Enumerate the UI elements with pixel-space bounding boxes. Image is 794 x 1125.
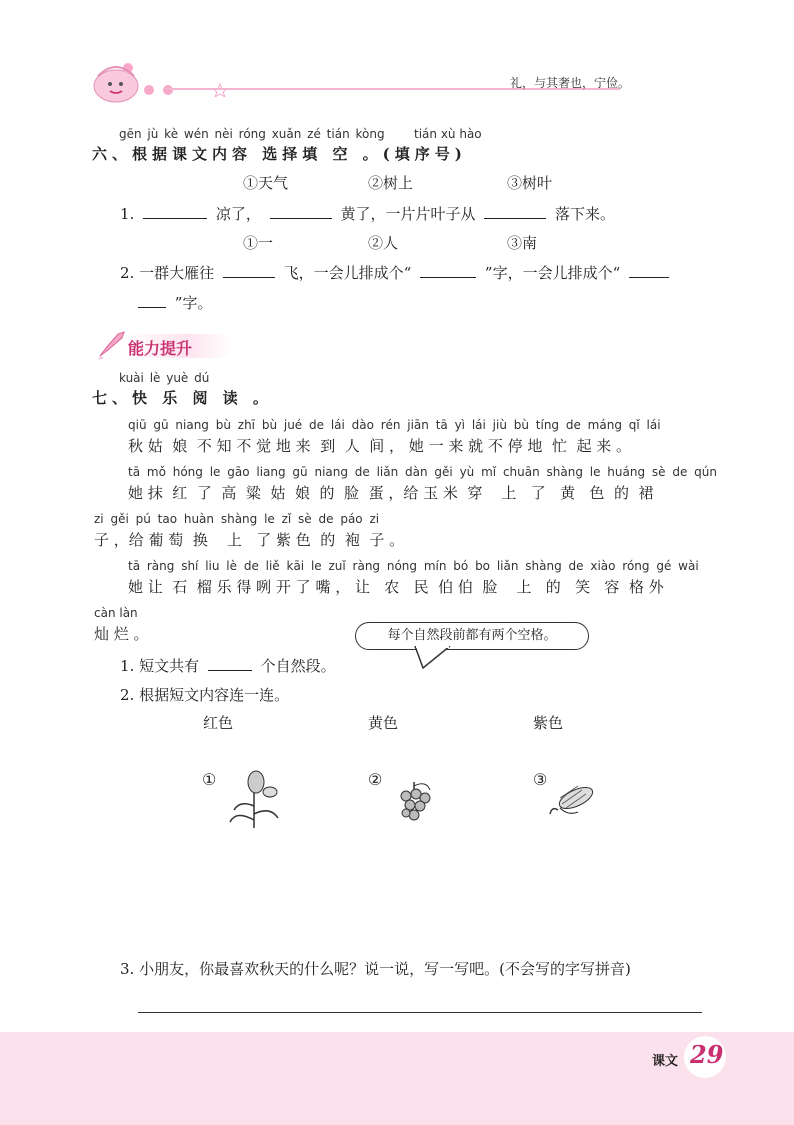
answer-line[interactable] [138, 1012, 702, 1013]
passage-line-2: 她 抹 红 了 高 粱 姑 娘 的 脸 蛋 ，给 玉 米 穿 上 了 黄 色 的 裙 [128, 484, 654, 502]
passage-line-4: 她 让 石 榴 乐 得 咧 开 了 嘴 ， 让 农 民 伯 伯 脸 上 的 笑 容 格 外 [128, 578, 664, 596]
passage-pinyin-1: qiū gū niang bù zhī bù jué de lái dào rén jiān tā yì lái jiù bù tíng de máng qǐ lái [128, 418, 661, 432]
color-label-red: 红色 [203, 714, 234, 732]
header-dots [143, 82, 233, 101]
option-1-1: ①天气 [243, 174, 289, 192]
answer-blank[interactable] [143, 204, 207, 219]
hint-bubble-tail [405, 646, 465, 670]
item-number-3: ③ [533, 770, 548, 789]
color-label-yellow: 黄色 [368, 714, 399, 732]
passage-line-3: 子 ，给 葡 萄 换 上 了 紫 色 的 袍 子 。 [94, 531, 405, 549]
header-decoration [88, 58, 148, 104]
footer-label: 课文 [652, 1054, 679, 1069]
section6-question-1: 1. 凉了， 黄了，一片片叶子从 落下来。 [120, 205, 616, 223]
option-2-3: ③南 [507, 234, 538, 252]
sorghum-plant-icon [226, 770, 282, 830]
ability-banner [96, 330, 236, 362]
item-number-1: ① [202, 770, 217, 789]
cartoon-girl-icon [88, 58, 148, 104]
section7-title: 七、快 乐 阅 读 。 [92, 389, 273, 407]
passage-line-1: 秋 姑 娘 不 知 不 觉 地 来 到 人 间 ， 她 一 来 就 不 停 地 忙 起 来 。 [128, 437, 632, 455]
passage-pinyin-5: càn làn [94, 606, 138, 620]
passage-pinyin-4: tā ràng shí liu lè de liě kāi le zuǐ ràng nóng mín bó bo liǎn shàng de xiào róng gé wài [128, 559, 699, 573]
answer-blank[interactable] [138, 293, 166, 308]
section6-title-pinyin: gēn jù kè wén nèi róng xuǎn zé tián kòng [119, 127, 385, 141]
answer-blank[interactable] [208, 656, 252, 671]
section6-title: 六、根据课文内容 选择填 空 。(填序号) [92, 145, 467, 163]
corn-icon [548, 780, 598, 820]
ability-banner-label: 能力提升 [128, 339, 193, 358]
option-2-2: ②人 [368, 234, 399, 252]
passage-line-5: 灿 烂 。 [94, 625, 149, 643]
passage-pinyin-2: tā mǒ hóng le gāo liang gū niang de liǎn dàn gěi yù mǐ chuān shàng le huáng sè de qún [128, 465, 717, 479]
section7-question-1: 1. 短文共有 个自然段。 [120, 657, 336, 675]
section6-question-2-continued: ”字。 [138, 292, 212, 313]
question-number: 1. [120, 205, 135, 223]
option-1-3: ③树叶 [507, 174, 553, 192]
header-motto: 礼，与其奢也，宁俭。 [510, 76, 631, 90]
option-1-2: ②树上 [368, 174, 414, 192]
section7-title-pinyin: kuài lè yuè dú [119, 371, 210, 385]
answer-blank[interactable] [420, 263, 476, 278]
grapes-icon [394, 780, 434, 828]
passage-pinyin-3: zi gěi pú tao huàn shàng le zǐ sè de páo zi [94, 512, 380, 526]
section7-question-2: 2. 根据短文内容连一连。 [120, 686, 290, 704]
item-number-2: ② [368, 770, 383, 789]
section6-title-pinyin-extra: tián xù hào [414, 127, 482, 141]
answer-blank[interactable] [223, 263, 275, 278]
option-2-1: ①一 [243, 234, 274, 252]
color-label-purple: 紫色 [533, 714, 564, 732]
footer-band [0, 1032, 794, 1125]
answer-blank[interactable] [270, 204, 332, 219]
answer-blank[interactable] [484, 204, 546, 219]
section6-question-2: 2. 一群大雁往 飞，一会儿排成个“ ”字，一会儿排成个“ [120, 262, 673, 283]
answer-blank[interactable] [629, 263, 669, 278]
page-number: 29 [690, 1040, 724, 1069]
hint-bubble: 每个自然段前都有两个空格。 [355, 622, 589, 650]
section7-question-3: 3. 小朋友，你最喜欢秋天的什么呢？说一说，写一写吧。(不会写的字写拼音) [120, 960, 631, 978]
